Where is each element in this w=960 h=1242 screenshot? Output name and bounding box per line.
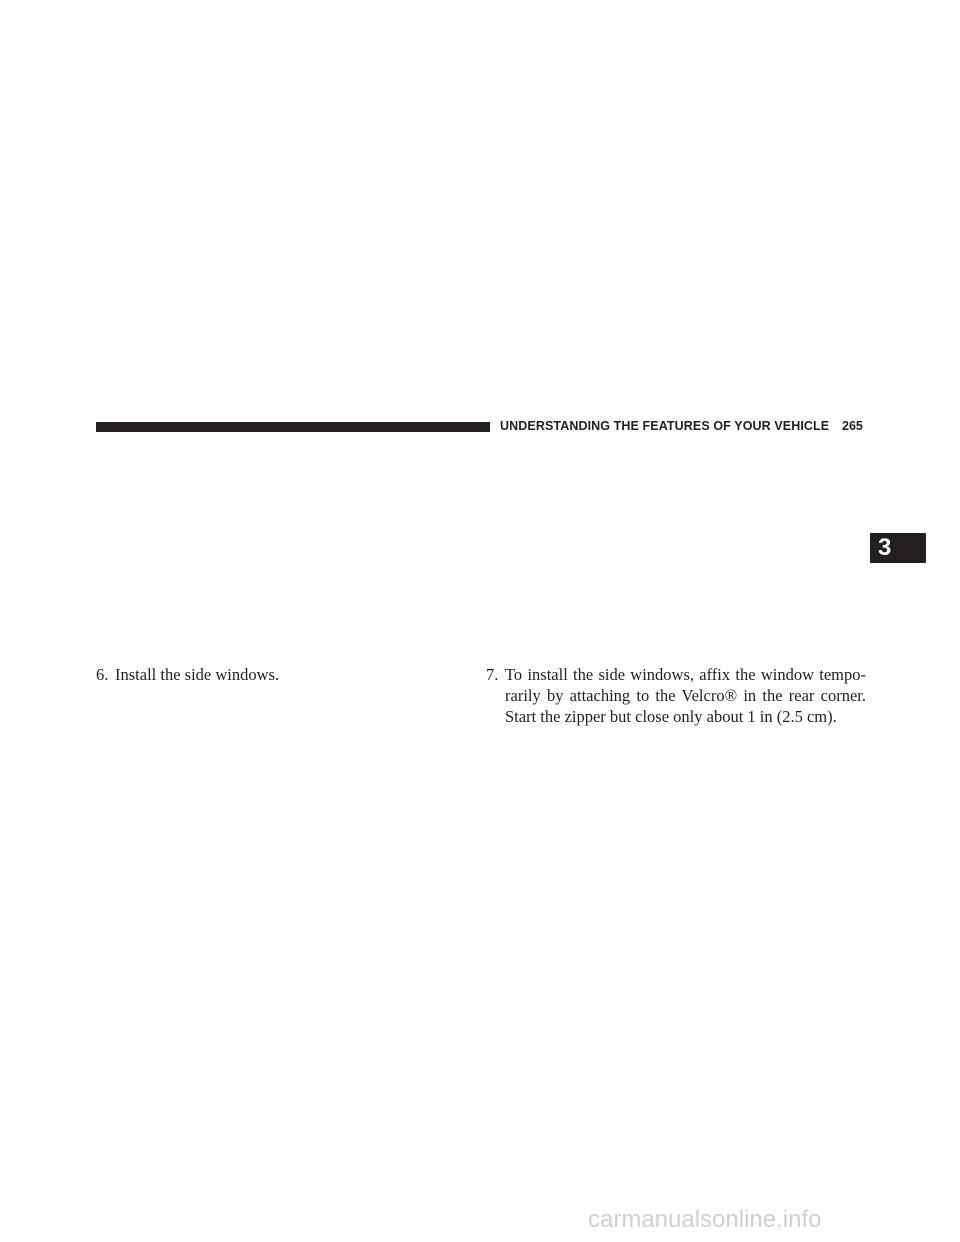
step-6: [96, 664, 476, 685]
header-rule: [96, 422, 490, 432]
section-title: UNDERSTANDING THE FEATURES OF YOUR VEHICLE: [500, 419, 830, 433]
chapter-tab: 3: [870, 533, 926, 563]
page-number: 265: [842, 419, 863, 433]
step-number: 7.: [486, 665, 499, 684]
step-number: 6.: [96, 665, 109, 684]
step-text: Install the side windows.: [115, 665, 280, 684]
watermark: carmanualsonline.info: [588, 1206, 822, 1233]
step-7: [486, 664, 866, 727]
step-text: To install the side windows, affix the window tempo-rarily by attaching to the Velcro® in the rear corner. Start the zipper but close only about 1 in (2.5 cm).: [505, 665, 866, 726]
